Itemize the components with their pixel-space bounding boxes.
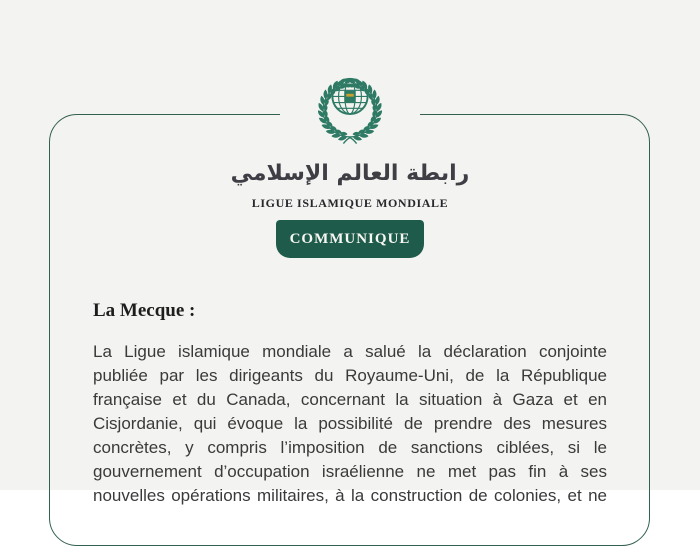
communique-badge bbox=[276, 220, 424, 258]
body-line: publiée par les dirigeants du Royaume-Uni, de la République bbox=[93, 366, 607, 385]
kaaba-gold-band bbox=[346, 94, 353, 97]
body-paragraph bbox=[93, 340, 607, 508]
body-line: nouvelles opérations militaires, à la construction de colonies, et ne bbox=[93, 486, 607, 505]
communique-badge-label: COMMUNIQUE bbox=[289, 230, 411, 247]
body-line: La Ligue islamique mondiale a salué la déclaration conjointe bbox=[93, 342, 607, 361]
dateline: La Mecque : bbox=[93, 300, 196, 321]
mwl-emblem-icon bbox=[306, 63, 394, 151]
globe-icon bbox=[332, 79, 369, 114]
body-line: Cisjordanie, qui évoque la possibilité de prendre des mesures bbox=[93, 414, 607, 433]
body-line: concrètes, y compris l’imposition de sanctions ciblées, si le bbox=[93, 438, 607, 457]
body-line: française et du Canada, concernant la situation à Gaza et en bbox=[93, 390, 607, 409]
wreath-leaves bbox=[316, 77, 383, 142]
body-line: gouvernement d’occupation israélienne ne met pas fin à ses bbox=[93, 462, 607, 481]
org-name: LIGUE ISLAMIQUE MONDIALE bbox=[251, 196, 449, 210]
arabic-org-title: رابطة العالم الإسلامي bbox=[230, 161, 470, 186]
